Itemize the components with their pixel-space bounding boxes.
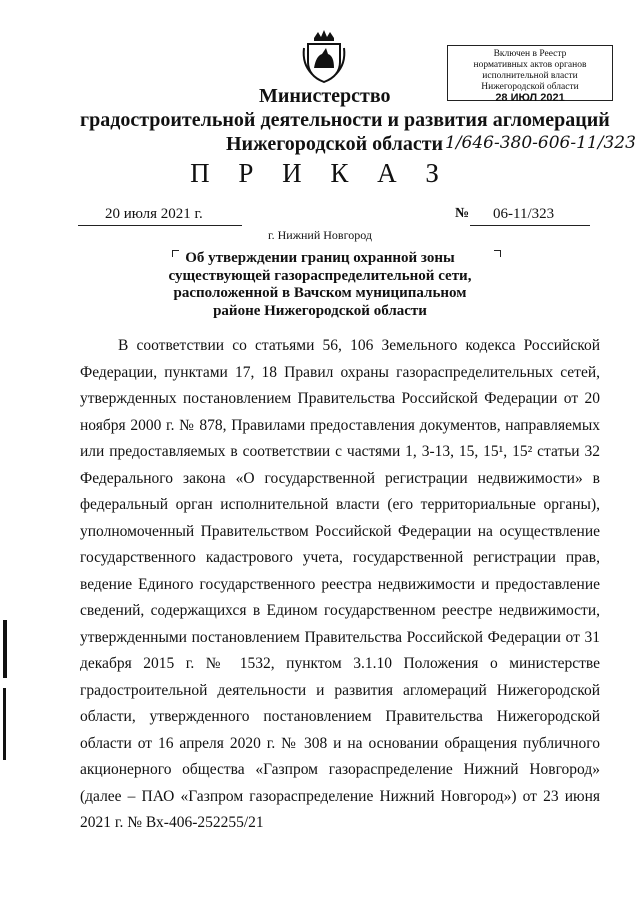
document-number: 06-11/323 — [493, 206, 555, 222]
ministry-title-line-1: Министерство — [259, 85, 391, 107]
date-underline — [78, 225, 242, 226]
stamp-line-1: Включен в Реестр — [493, 49, 567, 59]
handwritten-registration-number: 1/646-380-606-11/323 — [445, 133, 636, 153]
registry-stamp — [447, 45, 613, 104]
number-underline — [470, 225, 590, 226]
scan-mark — [3, 620, 7, 678]
stamp-line-4: Нижегородской области — [481, 82, 579, 92]
scan-mark — [3, 688, 6, 760]
body-paragraph: В соответствии со статьями 56, 106 Земельного кодекса Российской Федерации, пунктами 17, 18 Правил охраны газораспределительных сетей, утвержденных постановлением Правительства Российской Федерации от 20 ноября 2000 г. № 878, Правилами предоставления документов, направляемых или предоставляемых в соответствии с частями 1, 3-13, 15, 15¹, 15² статьи 32 Федерального закона «О государственной регистрации недвижимости» в федеральный орган исполнительной власти (его территориальные органы), уполномоченный Правительством Российской Федерации на осуществление государственного кадастрового учета, государственной регистрации прав, ведение Единого государственного реестра недвижимости и предоставление сведений, содержащихся в Едином государственном реестре недвижимости, утвержденными постановлением Правительства Российской Федерации от 31 декабря 2015 г. № 1532, пунктом 3.1.10 Положения о министерстве градостроительной деятельности и развития агломераций Нижегородской области, утвержденного постановлением Правительства Нижегородской области от 16 апреля 2020 г. № 308 и на основании обращения публичного акционерного общества «Газпром газораспределение Нижний Новгород» (далее – ПАО «Газпром газораспределение Нижний Новгород») от 23 июня 2021 г. № Вх-406-252255/21 — [80, 337, 600, 831]
number-sign: № — [455, 206, 470, 221]
ministry-title-line-3: Нижегородской области — [226, 133, 444, 155]
document-subject: Об утверждении границ охранной зоны существующей газораспределительной сети, расположенной в Вачском муниципальном районе Нижегородской области — [168, 250, 472, 319]
subject-bracket-right — [494, 250, 501, 257]
stamp-date: 28 ИЮЛ 2021 — [495, 92, 565, 104]
document-type: П Р И К А З — [190, 158, 450, 188]
stamp-line-3: исполнительной власти — [482, 71, 578, 81]
document-body — [80, 333, 600, 837]
ministry-title-line-2: градостроительной деятельности и развития агломераций — [80, 109, 610, 131]
coat-of-arms-icon — [300, 28, 348, 84]
document-date: 20 июля 2021 г. — [105, 206, 203, 222]
document-city: г. Нижний Новгород — [268, 228, 372, 242]
stamp-line-2: нормативных актов органов — [473, 60, 587, 70]
